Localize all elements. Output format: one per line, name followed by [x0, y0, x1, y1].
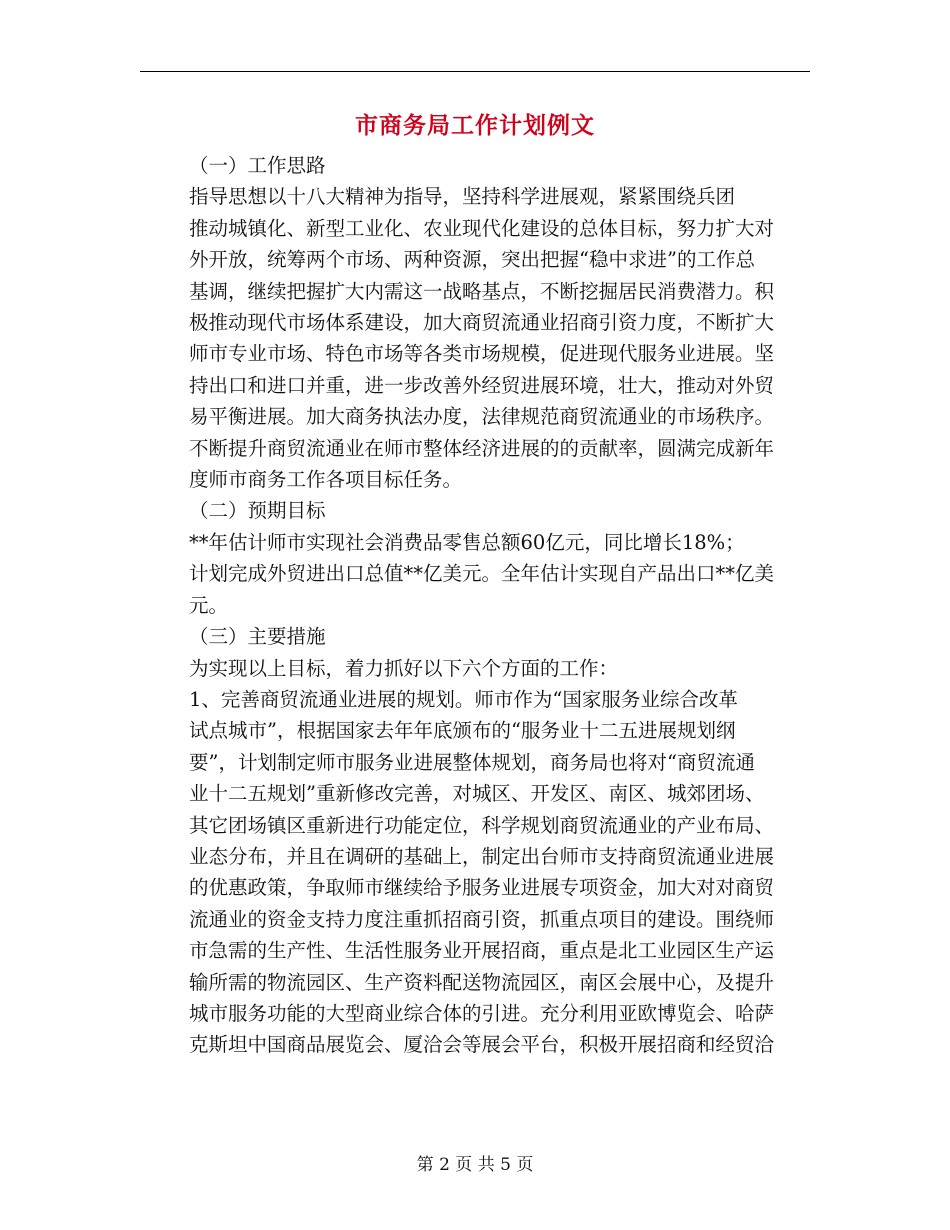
text-line: 输所需的物流园区、生产资料配送物流园区，南区会展中心，及提升: [189, 970, 775, 994]
text-line: 易平衡进展。加大商务执法办度，法律规范商贸流通业的市场秩序。: [189, 405, 775, 429]
text-line: 要”，计划制定师市服务业进展整体规划，商务局也将对“商贸流通: [189, 750, 755, 774]
text-line: 克斯坦中国商品展览会、厦洽会等展会平台，积极开展招商和经贸洽: [189, 1033, 775, 1057]
section-paragraph-3: [140, 684, 800, 1061]
text-line: 市急需的生产性、生活性服务业开展招商，重点是北工业园区生产运: [189, 939, 775, 963]
text-line: **年估计师市实现社会消费品零售总额60亿元，同比增长18%；: [189, 530, 745, 554]
text-line: 的优惠政策，争取师市继续给予服务业进展专项资金，加大对对商贸: [189, 876, 775, 900]
header-rule: [140, 71, 810, 72]
text-line: 试点城市”，根据国家去年年底颁布的“服务业十二五进展规划纲: [189, 719, 736, 743]
text-line: 流通业的资金支持力度注重抓招商引资，抓重点项目的建设。围绕师: [189, 907, 775, 931]
text-line: 持出口和进口并重，进一步改善外经贸进展环境，壮大，推动对外贸: [189, 373, 775, 397]
section-heading-3: （三）主要措施: [189, 625, 326, 649]
text-line: 指导思想以十八大精神为指导，坚持科学进展观，紧紧围绕兵团: [189, 185, 736, 209]
section-intro-3: 为实现以上目标，着力抓好以下六个方面的工作：: [189, 656, 619, 680]
text-line: 元。: [189, 593, 229, 617]
document-body: [140, 150, 800, 1061]
text-line: 外开放，统筹两个市场、两种资源，突出把握“稳中求进”的工作总: [189, 248, 755, 272]
text-line: 其它团场镇区重新进行功能定位，科学规划商贸流通业的产业布局、: [189, 813, 775, 837]
section-paragraph-2: [140, 527, 800, 621]
section-heading-2: （二）预期目标: [189, 499, 326, 523]
text-line: 业态分布，并且在调研的基础上，制定出台师市支持商贸流通业进展: [189, 844, 775, 868]
section-heading-1: （一）工作思路: [189, 154, 326, 177]
text-line: 1、完善商贸流通业进展的规划。师市作为“国家服务业综合改革: [189, 687, 738, 711]
page-footer: 第 2 页 共 5 页: [416, 1155, 534, 1175]
text-line: 基调，继续把握扩大内需这一战略基点，不断挖掘居民消费潜力。积: [189, 279, 775, 303]
text-line: 计划完成外贸进出口总值**亿美元。全年估计实现自产品出口**亿美: [189, 562, 775, 586]
text-line: 师市专业市场、特色市场等各类市场规模，促进现代服务业进展。坚: [189, 342, 775, 366]
text-line: 不断提升商贸流通业在师市整体经济进展的的贡献率，圆满完成新年: [189, 436, 775, 460]
text-line: 度师市商务工作各项目标任务。: [189, 468, 463, 492]
text-line: 极推动现代市场体系建设，加大商贸流通业招商引资力度，不断扩大: [189, 311, 775, 335]
text-line: 城市服务功能的大型商业综合体的引进。充分利用亚欧博览会、哈萨: [189, 1001, 775, 1025]
document-title: 市商务局工作计划例文: [355, 112, 595, 139]
text-line: 推动城镇化、新型工业化、农业现代化建设的总体目标，努力扩大对: [189, 216, 775, 240]
section-paragraph-1: [140, 181, 800, 495]
text-line: 业十二五规划”重新修改完善，对城区、开发区、南区、城郊团场、: [189, 782, 765, 806]
